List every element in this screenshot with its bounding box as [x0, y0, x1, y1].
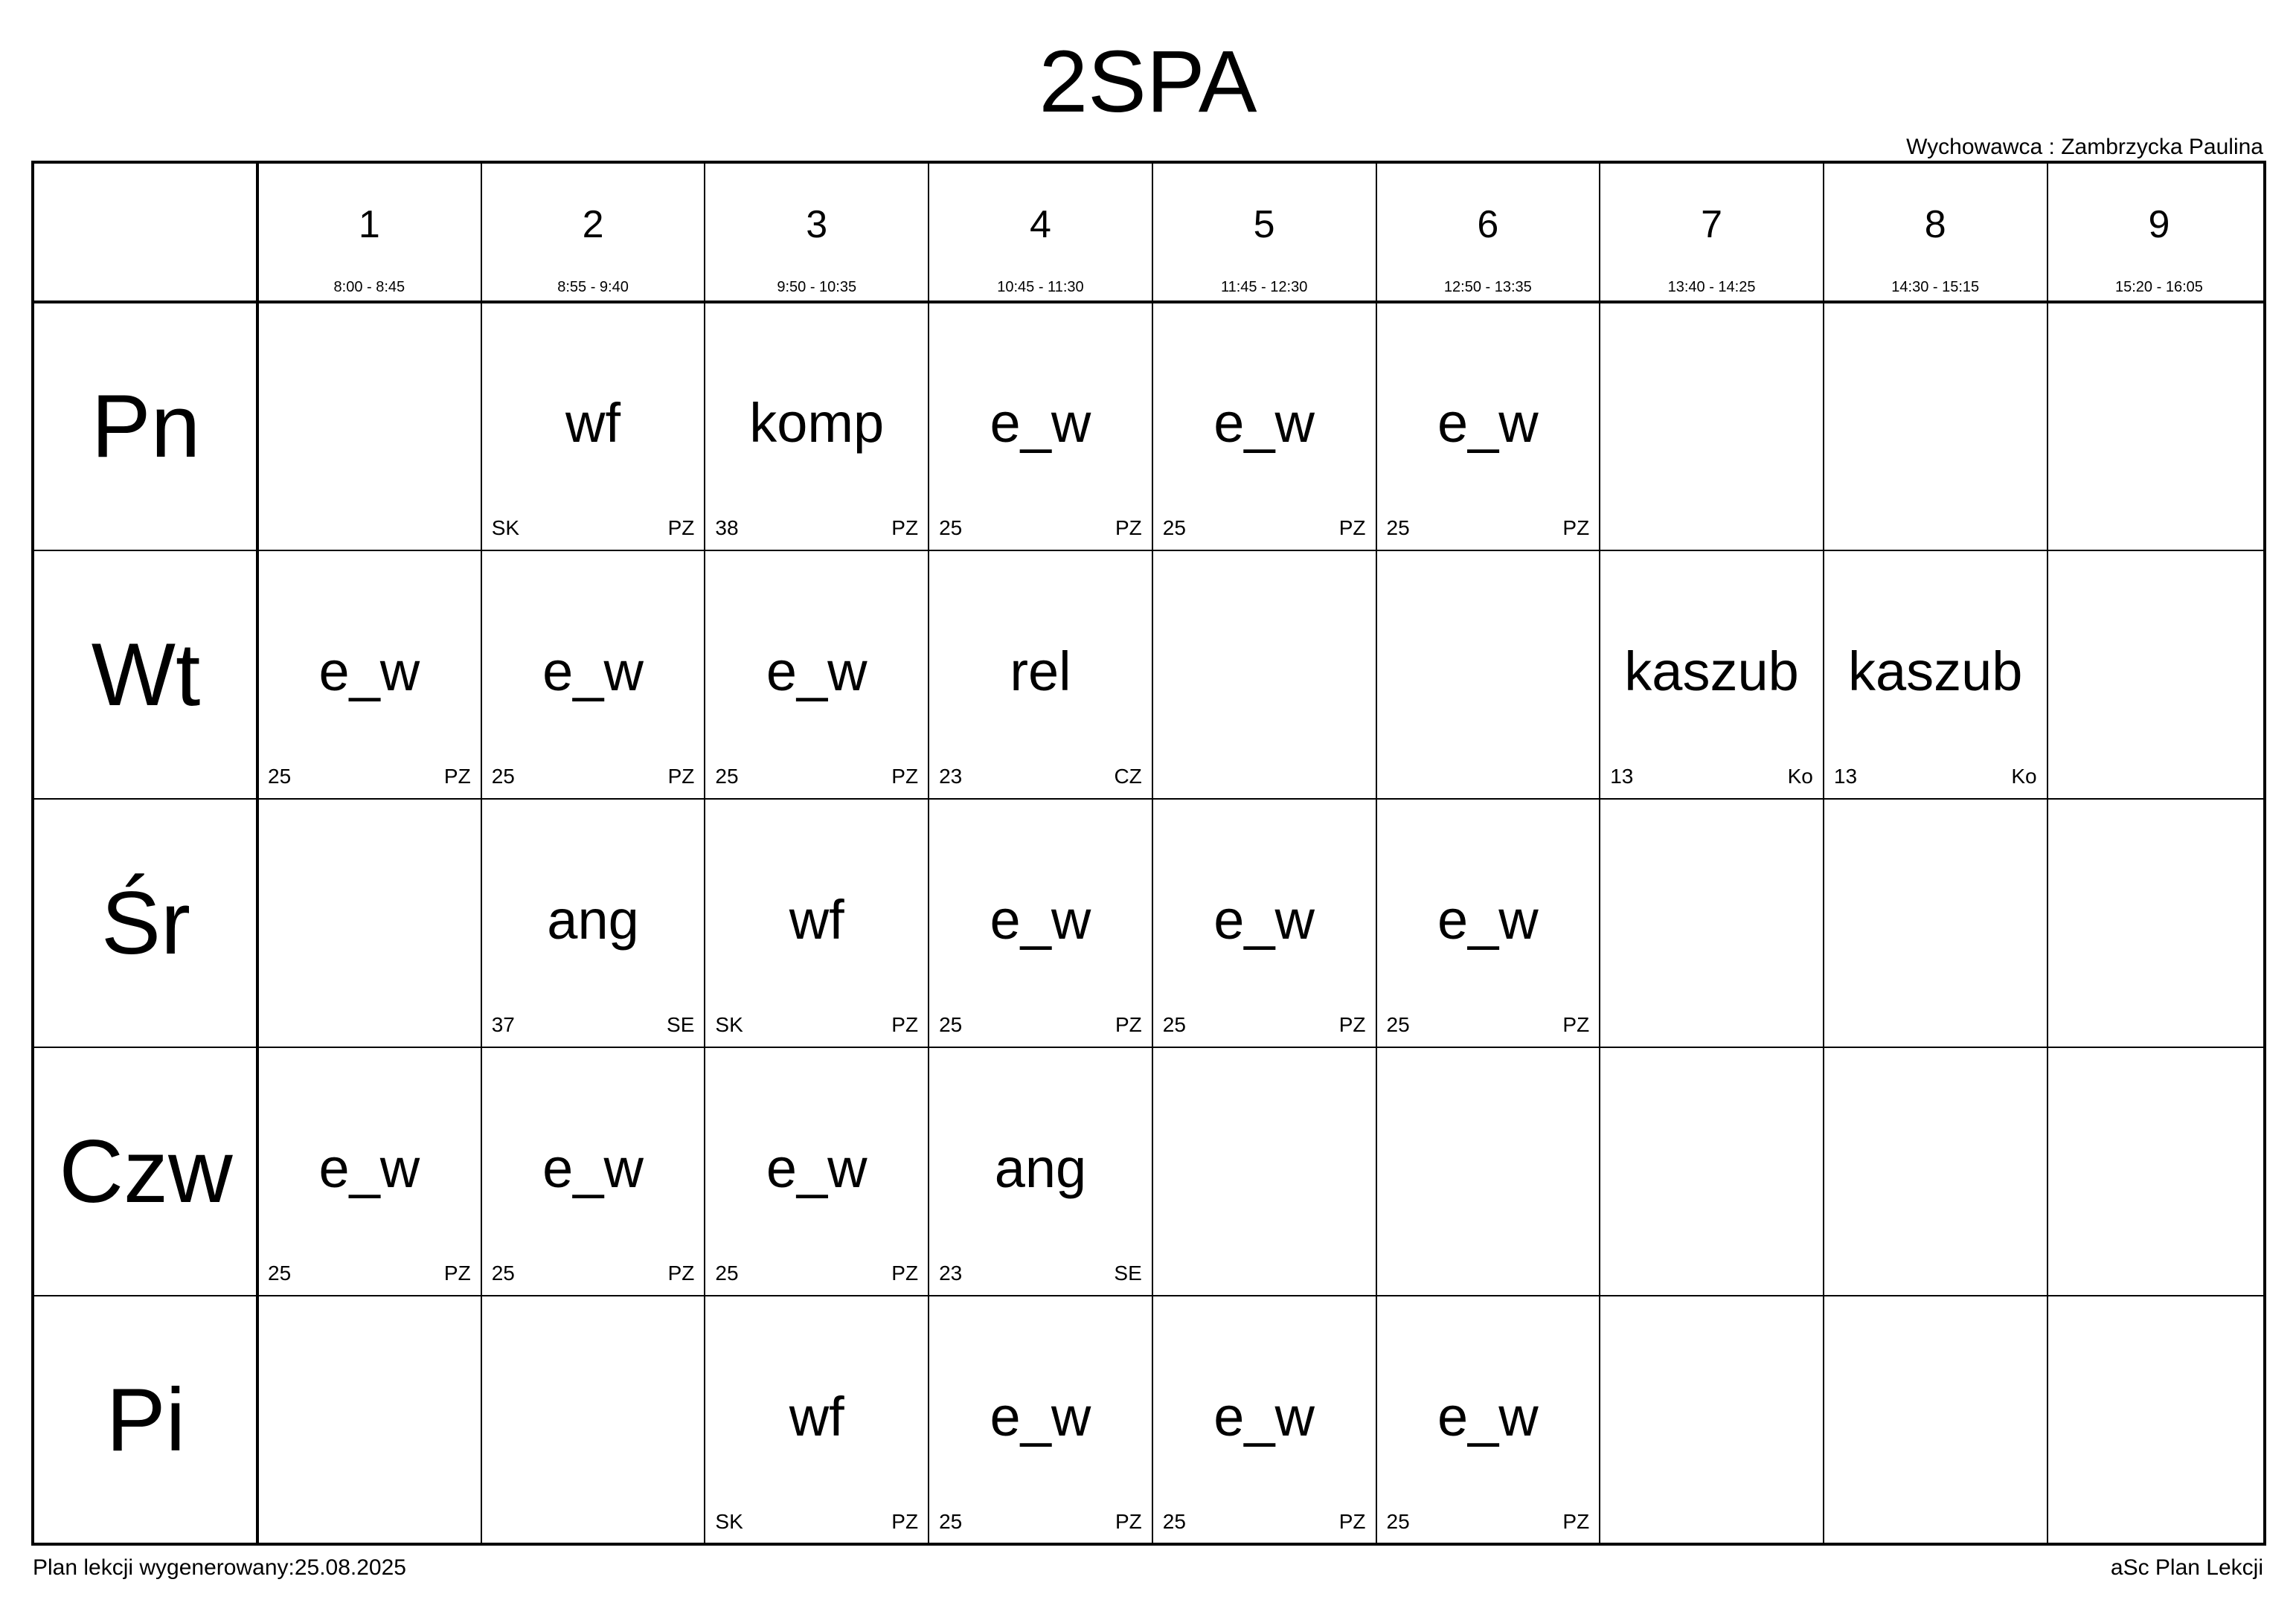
day-name: Śr [101, 873, 190, 973]
lesson-cell [1152, 799, 1376, 1047]
lesson-subject: ang [994, 1137, 1087, 1199]
lesson-room: 25 [268, 765, 292, 788]
lesson-teacher: SE [667, 1013, 695, 1036]
lesson-subject: wf [789, 1386, 844, 1447]
generated-date-label: Plan lekcji wygenerowany:25.08.2025 [33, 1555, 406, 1580]
lesson-room: 25 [939, 1510, 963, 1533]
day-header [34, 799, 257, 1047]
lesson-teacher: PZ [1562, 1510, 1590, 1533]
period-time: 10:45 - 11:30 [997, 279, 1084, 295]
lesson-teacher: PZ [1338, 1510, 1366, 1533]
period-time: 15:20 - 16:05 [2115, 279, 2203, 295]
lesson-room: 25 [1162, 1510, 1186, 1533]
lesson-subject: e_w [766, 640, 868, 702]
lesson-teacher: SE [1114, 1262, 1142, 1285]
lesson-subject: ang [547, 889, 639, 951]
period-time: 12:50 - 13:35 [1443, 279, 1532, 295]
lesson-subject: wf [789, 889, 844, 951]
period-number: 6 [1477, 203, 1499, 246]
lesson-room: 38 [715, 516, 739, 539]
period-number: 9 [2148, 203, 2170, 246]
lesson-cell [257, 1047, 481, 1296]
period-time: 9:50 - 10:35 [777, 279, 857, 295]
lesson-cell [1152, 302, 1376, 550]
lesson-cell [481, 302, 705, 550]
lesson-teacher: PZ [1338, 516, 1366, 539]
period-time: 8:55 - 9:40 [557, 279, 629, 295]
lesson-teacher: PZ [891, 1510, 919, 1533]
lesson-cell [1376, 799, 1600, 1047]
lesson-cell [1376, 1296, 1600, 1544]
lesson-cell [1824, 550, 2048, 799]
period-header [2048, 164, 2271, 302]
day-header [34, 302, 257, 550]
lesson-cell [705, 550, 929, 799]
lesson-teacher: CZ [1114, 765, 1142, 788]
lesson-cell [705, 302, 929, 550]
lesson-subject: wf [565, 392, 621, 454]
period-header [481, 164, 705, 302]
day-name: Wt [91, 625, 201, 724]
lesson-teacher: PZ [891, 1013, 919, 1036]
lesson-room: 37 [491, 1013, 515, 1036]
period-time: 8:00 - 8:45 [333, 279, 405, 295]
lesson-cell [481, 1047, 705, 1296]
lesson-teacher: PZ [1115, 1013, 1142, 1036]
lesson-teacher: PZ [891, 765, 919, 788]
lesson-room: 25 [939, 1013, 963, 1036]
lesson-cell [929, 799, 1152, 1047]
lesson-cell [481, 550, 705, 799]
lesson-room: 23 [939, 1262, 963, 1285]
lesson-room: 25 [1386, 1013, 1410, 1036]
lesson-subject: e_w [318, 640, 420, 702]
lesson-cell [1600, 550, 1824, 799]
lesson-subject: e_w [542, 640, 644, 702]
lesson-subject: e_w [1437, 889, 1539, 951]
lesson-subject: e_w [990, 889, 1091, 951]
lesson-cell [257, 550, 481, 799]
lesson-subject: e_w [990, 1386, 1091, 1447]
period-time: 14:30 - 15:15 [1891, 279, 1980, 295]
day-header [34, 550, 257, 799]
period-header [1600, 164, 1824, 302]
lesson-subject: kaszub [1624, 640, 1799, 702]
lesson-room: 25 [1386, 516, 1410, 539]
lesson-cell [929, 1296, 1152, 1544]
lesson-room: 25 [268, 1262, 292, 1285]
lesson-subject: e_w [1213, 392, 1315, 454]
lesson-room: 13 [1610, 765, 1634, 788]
period-number: 5 [1253, 203, 1275, 246]
day-name: Pi [106, 1370, 186, 1470]
timetable-grid [31, 161, 2266, 1546]
brand-label: aSc Plan Lekcji [2110, 1555, 2263, 1580]
lesson-room: 25 [715, 1262, 739, 1285]
lesson-cell [929, 302, 1152, 550]
day-name: Pn [91, 376, 201, 476]
lesson-room: 13 [1833, 765, 1858, 788]
lesson-teacher: PZ [443, 765, 471, 788]
lesson-room: SK [715, 1013, 743, 1036]
lesson-teacher: PZ [1338, 1013, 1366, 1036]
lesson-cell [929, 1047, 1152, 1296]
lesson-teacher: PZ [667, 765, 695, 788]
lesson-room: 25 [715, 765, 739, 788]
lesson-teacher: PZ [891, 1262, 919, 1285]
lesson-cell [705, 1047, 929, 1296]
lesson-room: 25 [491, 1262, 515, 1285]
period-number: 8 [1924, 203, 1946, 246]
lesson-cell [929, 550, 1152, 799]
period-time: 11:45 - 12:30 [1220, 279, 1308, 295]
lesson-teacher: PZ [1115, 516, 1142, 539]
lesson-subject: e_w [1437, 1386, 1539, 1447]
period-header [1824, 164, 2048, 302]
lesson-subject: rel [1010, 640, 1071, 702]
day-name: Czw [59, 1122, 233, 1221]
lesson-teacher: PZ [1562, 1013, 1590, 1036]
lesson-teacher: Ko [2011, 765, 2037, 788]
lesson-subject: e_w [1213, 1386, 1315, 1447]
lesson-teacher: Ko [1787, 765, 1813, 788]
lesson-cell [1376, 302, 1600, 550]
period-header [257, 164, 481, 302]
period-header [929, 164, 1152, 302]
lesson-subject: e_w [766, 1137, 868, 1199]
period-header [1376, 164, 1600, 302]
lesson-subject: e_w [990, 392, 1091, 454]
period-number: 2 [582, 203, 604, 246]
period-number: 4 [1029, 203, 1051, 246]
period-header [1152, 164, 1376, 302]
period-number: 1 [358, 203, 380, 246]
lesson-teacher: PZ [1562, 516, 1590, 539]
lesson-room: 25 [939, 516, 963, 539]
day-header [34, 1296, 257, 1544]
lesson-subject: e_w [318, 1137, 420, 1199]
lesson-subject: e_w [542, 1137, 644, 1199]
lesson-cell [481, 799, 705, 1047]
period-number: 3 [806, 203, 828, 246]
lesson-room: 25 [1162, 1013, 1186, 1036]
class-teacher-label: Wychowawca : Zambrzycka Paulina [1906, 135, 2263, 159]
lesson-teacher: PZ [443, 1262, 471, 1285]
lesson-subject: e_w [1437, 392, 1539, 454]
lesson-teacher: PZ [1115, 1510, 1142, 1533]
lesson-subject: e_w [1213, 889, 1315, 951]
lesson-room: 25 [491, 765, 515, 788]
lesson-teacher: PZ [667, 1262, 695, 1285]
day-header [34, 1047, 257, 1296]
lesson-teacher: PZ [891, 516, 919, 539]
lesson-cell [1152, 1296, 1376, 1544]
lesson-room: 25 [1386, 1510, 1410, 1533]
lesson-room: 25 [1162, 516, 1186, 539]
grid-line-vertical [1823, 164, 1824, 1543]
period-header [705, 164, 929, 302]
grid-line-vertical [2047, 164, 2048, 1543]
lesson-room: SK [715, 1510, 743, 1533]
page-title: 2SPA [1039, 33, 1257, 131]
lesson-room: 23 [939, 765, 963, 788]
lesson-room: SK [491, 516, 520, 539]
lesson-subject: komp [749, 392, 885, 454]
lesson-teacher: PZ [667, 516, 695, 539]
lesson-cell [705, 799, 929, 1047]
period-number: 7 [1701, 203, 1722, 246]
lesson-cell [705, 1296, 929, 1544]
lesson-subject: kaszub [1848, 640, 2023, 702]
period-time: 13:40 - 14:25 [1667, 279, 1756, 295]
